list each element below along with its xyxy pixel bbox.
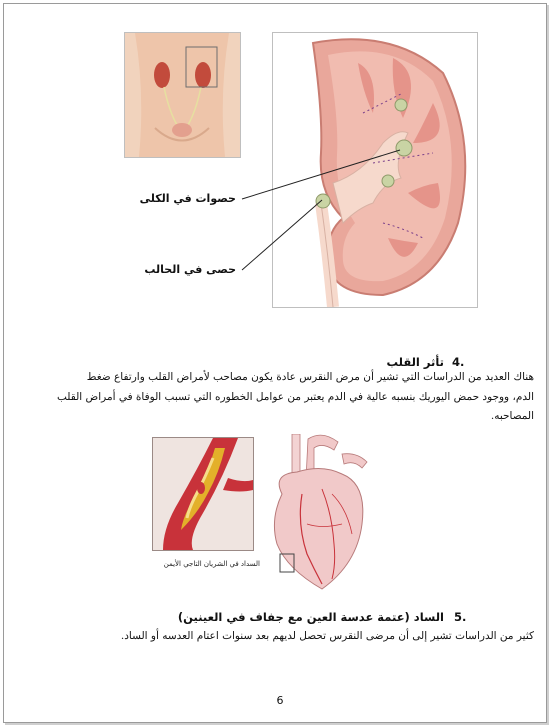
page <box>3 3 547 723</box>
section-4-paragraph-line-3: المصاحبه. <box>490 410 534 422</box>
section-5-number: 5. <box>454 610 467 624</box>
artery-plaque-illustration <box>152 437 254 551</box>
label-kidney-stones: حصوات في الكلى <box>139 192 236 205</box>
section-5-paragraph: كثير من الدراسات تشير إلى أن مرضى النقرس تحصل لديهم بعد سنوات اعتام العدسه أو الساد. <box>120 630 534 642</box>
section-4-paragraph-line-1: هناك العديد من الدراسات التي تشير أن مرض النقرس عادة يكون مصاحب لأمراض القلب وارتفاع ضغط <box>86 371 534 383</box>
section-4-title: تأثر القلب <box>386 355 444 369</box>
heart-illustration <box>262 434 372 594</box>
blocked-artery-icon <box>153 438 253 550</box>
figure-2-caption: السداد في الشريان التاجي الأيمن <box>163 560 260 568</box>
section-4-paragraph-line-2: الدم، ووجود حمض اليوريك بنسبه عالية في الدم يعتبر من عوامل الخطوره التي تسبب الوفاة في أمراض القلب <box>56 391 534 403</box>
page-number: 6 <box>276 694 284 707</box>
label-ureter-stone: حصى في الحالب <box>144 263 236 276</box>
section-5-title: الساد (عتمة عدسة العين مع جفاف في العينين) <box>177 610 444 624</box>
heart-icon <box>262 434 372 594</box>
section-4-number: 4. <box>452 355 465 369</box>
callout-lines <box>4 4 550 304</box>
